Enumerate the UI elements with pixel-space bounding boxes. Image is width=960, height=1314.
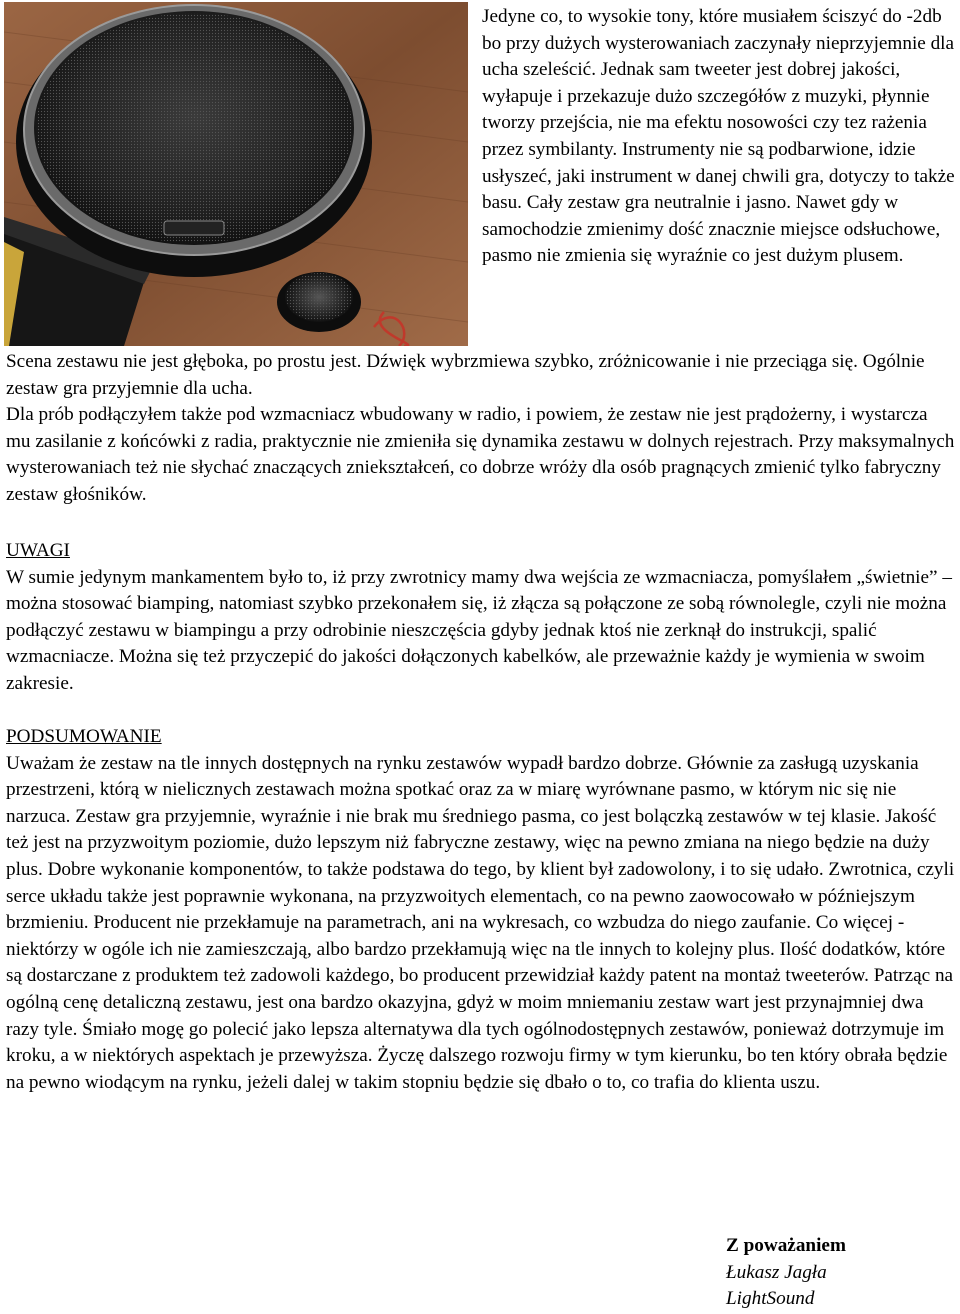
- uwagi-section: [6, 538, 956, 698]
- signature-company: LightSound: [726, 1288, 815, 1310]
- tweeter-speaker: [277, 272, 361, 332]
- podsumowanie-paragraph: Uważam że zestaw na tle innych dostępnych na rynku zestawów wypadł bardzo dobrze. Głównie za zasługą uzyskania przestrzeni, którą w nielicznych zestawach można spotkać oraz za w miarę wyrównane pasmo, w którym nic się nie narzuca. Zestaw gra przyjemnie, wyraźnie i nie brak mu średniego pasma, co jest bolączką zestawów w tej klasie. Jakość też jest na przyzwoitym poziomie, dużo lepszym niż fabryczne zestawy, więc na pewno zmiana na niego będzie na duży plus. Dobre wykonanie komponentów, to także podstawa do tego, by klient był zadowolony, i to się udało. Zwrotnica, czyli serce układu także jest poprawnie wykonana, na przyzwoitych elementach, co na pewno zaowocowało w późniejszym brzmieniu. Producent nie przekłamuje na parametrach, ani na wykresach, co wzbudza do niego zaufanie. Co więcej - niektórzy w ogóle ich nie zamieszczają, albo bardzo przekłamują więc na tle innych to kolejny plus. Ilość dodatków, które są dostarczane z produktem też zadowoli każdego, bo producent przewidział każdy patent na montaż tweeterów. Patrząc na ogólną cenę detaliczną zestawu, jest ona bardzo okazyjna, gdyż w moim mniemaniu zestaw wart jest przynajmniej dwa razy tyle. Śmiało mogę go polecić jako lepsza alternatywa dla tych ogólnodostępnych zestawów, ponieważ dotrzymuje im kroku, a w niektórych aspektach je przewyższa. Życzę dalszego rozwoju firmy w tym kierunku, bo ten który obrała będzie na pewno wiodącym na rynku, jeżeli dalej w takim stopniu będzie się dbało o to, co trafia do klienta uszu.: [6, 752, 955, 1093]
- woofer-speaker: [16, 5, 372, 277]
- intro-side-paragraph: Jedyne co, to wysokie tony, które musiałem ściszyć do -2db bo przy dużych wysterowaniach zaczynały nieprzyjemnie dla ucha szeleścić. Jednak sam tweeter jest dobrej jakości, wyłapuje i przekazuje dużo szczegółów z muzyki, płynnie tworzy przejścia, nie ma efektu nosowości czy tez rażenia przez symbilanty. Instrumenty nie są podbarwione, idzie usłyszeć, jaki instrument w danej chwili gra, dotyczy to także basu. Cały zestaw gra neutralnie i jasno. Nawet gdy w samochodzie zmienimy dość znacznie miejsce odsłuchowe, pasmo nie zmienia się wyraźnie co jest dużym plusem.: [482, 6, 955, 267]
- signature-greeting: Z poważaniem: [726, 1235, 846, 1256]
- tests-paragraph: Dla prób podłączyłem także pod wzmacniacz wbudowany w radio, i powiem, że zestaw nie jest prądożerny, i wystarcza mu zasilanie z końcówki z radia, praktycznie nie zmieniła się dynamika zestawu w dolnych rejestrach. Przy maksymalnych wysterowaniach też nie słychać znaczących zniekształceń, co dobrze wróży dla osób pragnących zmienić tylko fabryczny zestaw głośników.: [6, 404, 955, 505]
- uwagi-paragraph: W sumie jedynym mankamentem było to, iż przy zwrotnicy mamy dwa wejścia ze wzmacniacza, pomyślałem „świetnie” – można stosować biamping, natomiast szybko przekonałem się, iż złącza są połączone ze sobą równolegle, czyli nie można podłączyć zestawu w biampingu a przy odrobinie nieszczęścia gdyby jednak ktoś nie zerknął do instrukcji, spalić wzmacniacze. Można się też przyczepić do jakości dołączonych kabelków, ale przeważnie każdy je wymienia w swoim zakresie.: [6, 566, 952, 694]
- speaker-photo: [4, 2, 468, 346]
- signature-block: [726, 1233, 956, 1313]
- scene-paragraph: Scena zestawu nie jest głęboka, po prostu jest. Dźwięk wybrzmiewa szybko, zróżnicowanie i nie przeciąga się. Ogólnie zestaw gra przyjemnie dla ucha.: [6, 351, 925, 399]
- podsumowanie-section: [6, 724, 956, 1096]
- signature-name: Łukasz Jagła: [726, 1261, 827, 1283]
- main-body: [6, 349, 956, 509]
- podsumowanie-heading: PODSUMOWANIE: [6, 726, 162, 747]
- uwagi-heading: UWAGI: [6, 540, 70, 561]
